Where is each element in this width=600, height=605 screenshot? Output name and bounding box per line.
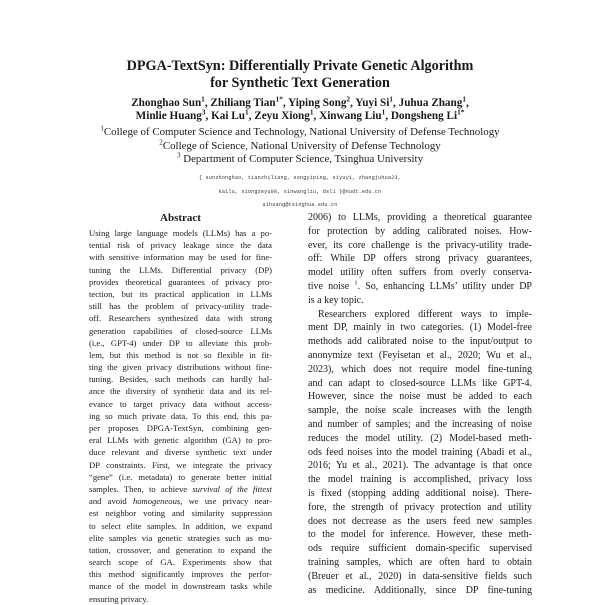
text-line: DP constraints. First, we integrate the privacy <box>89 459 272 470</box>
author-separator: , <box>385 110 391 122</box>
author-separator: , <box>204 97 211 109</box>
text-line: and can adapt to closed-source LLMs like GPT-4. <box>308 377 532 389</box>
text-segment: . So, enhancing LLMs’ utility under DP <box>357 280 532 292</box>
text-line: with sensitive information may be used for fine- <box>89 252 272 263</box>
text-line: tential risk of privacy leakage since the data <box>89 240 272 251</box>
text-line <box>89 483 272 495</box>
text-line: ensuring privacy. <box>89 593 149 604</box>
author-name: Dongsheng Li <box>390 110 458 122</box>
text-line: anonymize text (Feyisetan et al., 2020; Wu et al., <box>308 349 532 361</box>
text-line <box>89 495 272 507</box>
text-line: training samples, which are often hard to obtain <box>308 556 532 568</box>
author-list <box>0 97 600 123</box>
abstract-heading: Abstract <box>160 212 201 224</box>
text-line: off: While DP offers strong privacy guarantees, <box>308 253 532 265</box>
author-affiliation-marker: 1 <box>389 95 393 104</box>
text-line: per proposes DPGA-TextSyn, combining gen- <box>89 423 272 433</box>
abstract-body <box>89 227 272 605</box>
author-name: Zhonghao Sun <box>131 97 202 109</box>
author-name: Minlie Huang <box>135 110 202 122</box>
emphasis-text: homogeneous <box>132 496 181 507</box>
author-separator: , <box>465 97 469 109</box>
author-affiliation-marker: 3 <box>201 108 206 117</box>
text-line: tection, but its practical application in LLMs <box>89 288 272 299</box>
author-affiliation-marker: 2 <box>346 95 351 104</box>
author-separator: , <box>393 97 399 109</box>
paper-title <box>0 58 600 91</box>
author-separator: , <box>350 97 356 109</box>
text-line: Researchers explored different ways to imple- <box>318 308 532 320</box>
text-line: 2016; Yu et al., 2021). The advantage is that once <box>308 460 532 472</box>
text-line: off. Researchers synthesized data with strong <box>89 313 272 324</box>
author-affiliation-marker: 1 <box>381 108 386 117</box>
text-line: “gene” (i.e. metadata) to generate better initial <box>89 471 272 482</box>
affiliation-text: College of Science, National University of Defense Technology <box>162 139 441 152</box>
text-line: lem, but this method is not so flexible in fit- <box>89 349 272 360</box>
text-line: (i.e., GPT-4) under DP to alleviate this prob- <box>89 337 272 348</box>
text-line: sample, the noise scale increases with the length <box>308 405 532 417</box>
text-line: the model training is accomplished, privacy loss <box>308 474 532 486</box>
text-line: is fixed (stopping adding additional noise). There- <box>308 487 532 499</box>
author-name: Yuyi Si <box>355 97 390 109</box>
text-line: 2006) to LLMs, providing a theoretical guarantee <box>308 212 532 223</box>
text-segment: tive noise <box>308 280 355 292</box>
text-line: to select elite samples. In addition, we expand <box>89 520 272 531</box>
text-line <box>308 280 532 294</box>
text-line: as medicine. Additionally, since DP fine-tuning <box>308 584 532 596</box>
text-line: search scope of GA. Experiments show that <box>89 557 272 568</box>
text-line: model utility often suffers from overly conserva- <box>308 267 532 279</box>
author-affiliation-marker: 1* <box>275 95 283 104</box>
text-line: Using large language models (LLMs) has a po- <box>89 228 272 238</box>
text-line: ever, its core challenge is the privacy-utility trade- <box>308 239 532 251</box>
text-line: ing so much private data. To this end, this pa- <box>89 410 272 421</box>
affiliation-marker: 2 <box>159 137 163 146</box>
author-name: Zeyu Xiong <box>254 110 310 122</box>
author-line <box>0 110 600 123</box>
text-line: provides theoretical guarantees of privacy pro- <box>89 276 272 287</box>
text-line: evance to target privacy data without access- <box>89 398 272 409</box>
text-line: ting the given privacy distributions without fine- <box>89 362 272 373</box>
author-separator: , <box>313 110 320 122</box>
text-line: 2023), which does not require model fine-tuning <box>308 363 532 375</box>
author-name: Kai Lu <box>211 110 245 122</box>
email-line: { sunzhonghao, tianzhiliang, songyiping, siyuyi, zhangjuhua23, <box>199 175 401 181</box>
author-affiliation-marker: 1 <box>201 95 205 104</box>
text-line: ment DP, mainly in two categories. (1) Model-free <box>308 322 532 334</box>
text-line: tuning. Besides, such methods can hardly bal- <box>89 374 272 385</box>
text-line: tation, crossover, and generation to expand the <box>89 544 272 555</box>
author-name: Juhua Zhang <box>398 97 463 109</box>
text-line: ods feed noises into the model training (Abadi et al., <box>308 446 532 458</box>
footnote-marker: 1 <box>354 279 358 287</box>
text-segment: samples. Then, to achieve <box>89 483 193 494</box>
author-name: Xinwang Liu <box>319 110 382 122</box>
author-name: Zhiliang Tian <box>210 97 276 109</box>
text-line: does not decrease as the users feed new samples <box>308 515 532 527</box>
text-line: this method significantly improves the perfor- <box>89 569 272 580</box>
affiliation-2 <box>0 137 600 154</box>
affiliation-text: Department of Computer Science, Tsinghua University <box>180 153 424 165</box>
emphasis-text: survival of the fittest <box>192 483 272 494</box>
text-line: for protection by adding calibrated noises. How- <box>308 225 532 237</box>
text-line: methods add calibrated noise to the input/output to <box>308 336 532 348</box>
author-separator: , <box>205 110 212 122</box>
text-line: mance of the model in downstream tasks while <box>89 581 272 592</box>
text-line: is a key topic. <box>308 294 364 306</box>
affiliation-3 <box>0 153 600 167</box>
affiliation-1 <box>0 126 600 140</box>
author-affiliation-marker: 1* <box>457 108 465 117</box>
text-line: still has the problem of privacy-utility trade- <box>89 301 272 312</box>
email-line: kailu, xiongzeyu08, xinwangliu, dsli }@nudt.edu.cn <box>218 188 382 195</box>
text-line: and number of samples; and the increasing of noise <box>308 418 532 430</box>
author-separator: , <box>282 97 289 109</box>
text-line: elite samples via genetic strategies such as mu- <box>89 532 272 543</box>
emails <box>0 172 600 213</box>
author-name: Yiping Song <box>288 97 347 109</box>
text-line: est neighbor voting and similarity suppression <box>89 508 272 519</box>
affiliation-text: College of Computer Science and Technology, National University of Defense Technology <box>103 126 500 138</box>
affiliation-marker: 3 <box>176 151 181 160</box>
text-line: (Breuer et al., 2020) in data-sensitive fields such <box>308 570 532 582</box>
text-segment: and avoid <box>89 496 133 507</box>
email-line: aihuang@tsinghua.edu.cn <box>262 202 338 208</box>
text-line: duce relevant and diverse synthetic text under <box>89 447 272 458</box>
author-affiliation-marker: 1 <box>245 108 249 117</box>
text-line: ance the diversity of synthetic data and its rel- <box>89 386 272 397</box>
text-line: tuning the LLMs. Differential privacy (DP) <box>89 264 272 275</box>
text-line: generation capabilities of closed-source LLMs <box>89 325 272 336</box>
author-affiliation-marker: 1 <box>462 95 466 104</box>
title-line: for Synthetic Text Generation <box>210 74 390 91</box>
author-separator: , <box>248 110 255 122</box>
affiliations <box>0 126 600 167</box>
author-line <box>0 97 600 110</box>
text-segment: , we use privacy near- <box>180 496 272 507</box>
text-line: eral LLMs with genetic algorithm (GA) to pro- <box>89 435 272 446</box>
author-affiliation-marker: 1 <box>309 108 314 117</box>
affiliation-marker: 1 <box>100 124 104 133</box>
text-line: to the model for inference. However, these meth- <box>308 529 532 541</box>
text-line: However, since the noise must be added to each <box>308 391 532 403</box>
title-line: DPGA-TextSyn: Differentially Private Genetic Algorithm <box>126 58 474 74</box>
text-line: reduces the model utility. (2) Model-based meth- <box>308 432 532 444</box>
text-line: fore, the strength of privacy protection and utility <box>308 501 532 513</box>
text-line: ods require sufficient domain-specific supervised <box>308 543 532 555</box>
introduction-body <box>308 211 532 597</box>
